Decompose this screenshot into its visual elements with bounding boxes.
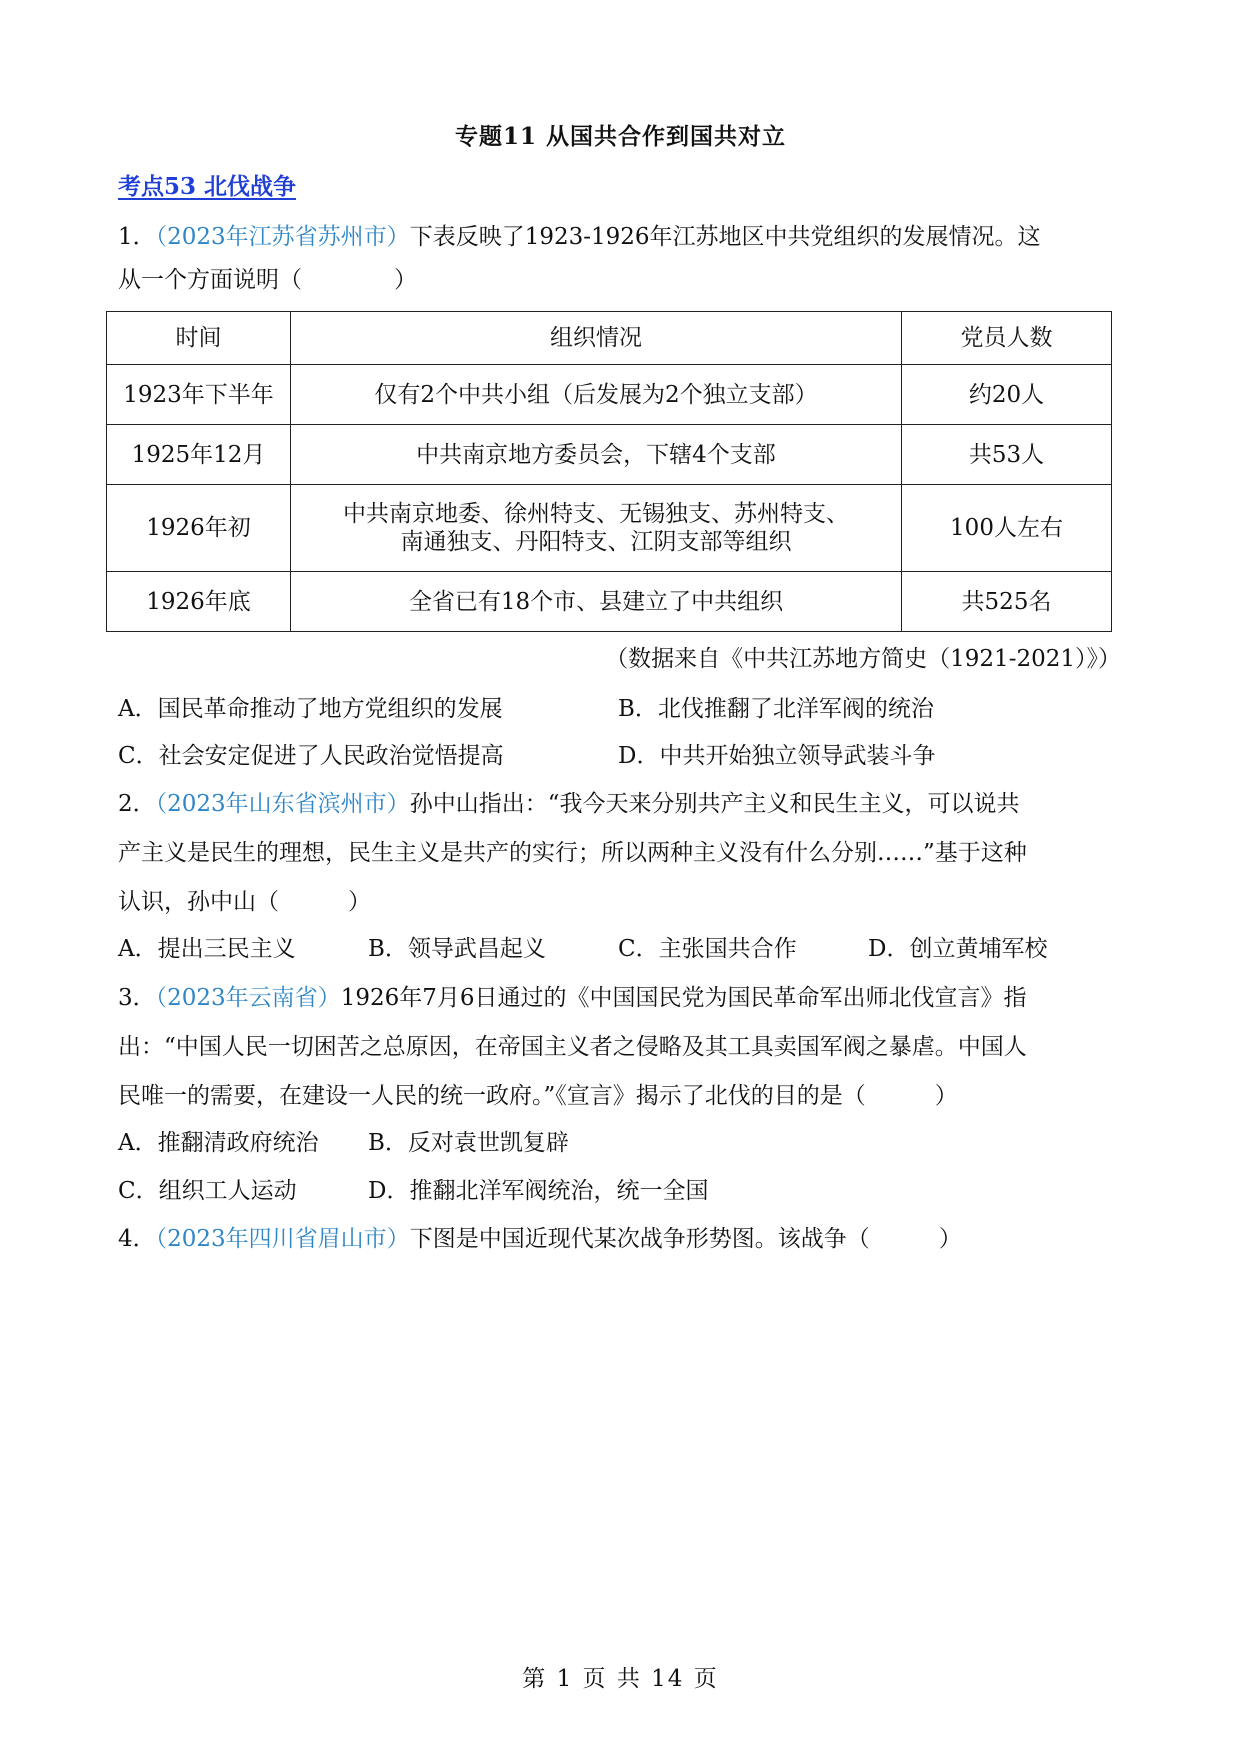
q3-line2: 出：“中国人民一切困苦之总原因，在帝国主义者之侵略及其工具卖国军阀之暴虐。中国人 bbox=[118, 1034, 1027, 1060]
section-heading[interactable]: 考点53 北伐战争 bbox=[118, 173, 297, 200]
q2-line3: 认识，孙中山（ ） bbox=[118, 889, 371, 915]
q3-text-1: 1926年7月6日通过的《中国国民党为国民革命军出师北伐宣言》指 bbox=[340, 985, 1027, 1011]
table-cell: 仅有2个中共小组（后发展为2个独立支部） bbox=[291, 365, 902, 425]
q3-option-a[interactable]: A．推翻清政府统治 bbox=[118, 1130, 319, 1156]
q2-option-d[interactable]: D．创立黄埔军校 bbox=[868, 936, 1048, 962]
q4-source: （2023年四川省眉山市） bbox=[155, 1226, 410, 1252]
q2-text-1: 孙中山指出：“我今天来分别共产主义和民生主义，可以说共 bbox=[409, 791, 1020, 817]
table-header: 时间 bbox=[107, 312, 291, 365]
table-source-note: （数据来自《中共江苏地方简史（1921-2021）》） bbox=[605, 646, 1121, 672]
q2-line1 bbox=[118, 785, 1019, 818]
q2-source: （2023年山东省滨州市） bbox=[155, 791, 410, 817]
q1-text-1: 下表反映了1923-1926年江苏地区中共党组织的发展情况。这 bbox=[409, 224, 1041, 250]
q1-line2: 从一个方面说明（ ） bbox=[118, 267, 417, 293]
q1-line1 bbox=[118, 218, 1041, 251]
table-cell: 共525名 bbox=[902, 572, 1112, 632]
q2-option-b[interactable]: B．领导武昌起义 bbox=[368, 936, 546, 962]
table-cell: 1925年12月 bbox=[107, 425, 291, 485]
q3-option-d[interactable]: D．推翻北洋军阀统治，统一全国 bbox=[368, 1178, 709, 1204]
q2-option-a[interactable]: A．提出三民主义 bbox=[118, 936, 296, 962]
q1-option-c[interactable]: C．社会安定促进了人民政治觉悟提高 bbox=[118, 743, 504, 769]
q1-option-b[interactable]: B．北伐推翻了北洋军阀的统治 bbox=[618, 696, 934, 722]
q1-option-d[interactable]: D．中共开始独立领导武装斗争 bbox=[618, 743, 936, 769]
party-development-table bbox=[106, 311, 1112, 632]
q3-option-b[interactable]: B．反对袁世凯复辟 bbox=[368, 1130, 569, 1156]
table-row bbox=[107, 365, 1112, 425]
table-header: 组织情况 bbox=[291, 312, 902, 365]
q1-source: （2023年江苏省苏州市） bbox=[155, 224, 410, 250]
q2-line2: 产主义是民生的理想，民生主义是共产的实行；所以两种主义没有什么分别……”基于这种 bbox=[118, 840, 1027, 866]
table-cell: 1923年下半年 bbox=[107, 365, 291, 425]
table-cell: 1926年初 bbox=[107, 485, 291, 572]
table-cell: 约20人 bbox=[902, 365, 1112, 425]
table-cell: 100人左右 bbox=[902, 485, 1112, 572]
page-title: 专题11 从国共合作到国共对立 bbox=[454, 123, 786, 150]
q4-line1 bbox=[118, 1220, 962, 1253]
q4-number: 4． bbox=[118, 1226, 156, 1252]
table-cell-line: 中共南京地委、徐州特支、无锡独支、苏州特支、 bbox=[343, 501, 849, 527]
q3-line1 bbox=[118, 979, 1027, 1012]
q1-number: 1． bbox=[118, 224, 156, 250]
table-header-row bbox=[107, 312, 1112, 365]
page-footer: 第 1 页 共 14 页 bbox=[522, 1666, 719, 1692]
table-row bbox=[107, 485, 1112, 572]
table-header: 党员人数 bbox=[902, 312, 1112, 365]
table-cell: 全省已有18个市、县建立了中共组织 bbox=[291, 572, 902, 632]
table-cell-line: 南通独支、丹阳特支、江阴支部等组织 bbox=[400, 529, 792, 555]
table-cell bbox=[291, 485, 902, 572]
table-row bbox=[107, 425, 1112, 485]
q3-number: 3． bbox=[118, 985, 156, 1011]
table-cell: 中共南京地方委员会，下辖4个支部 bbox=[291, 425, 902, 485]
q3-option-c[interactable]: C．组织工人运动 bbox=[118, 1178, 297, 1204]
table-cell: 1926年底 bbox=[107, 572, 291, 632]
table-row bbox=[107, 572, 1112, 632]
q3-line3: 民唯一的需要，在建设一人民的统一政府。”《宣言》揭示了北伐的目的是（ ） bbox=[118, 1083, 958, 1109]
q3-source: （2023年云南省） bbox=[155, 985, 341, 1011]
q1-option-a[interactable]: A．国民革命推动了地方党组织的发展 bbox=[118, 696, 503, 722]
q4-text-1: 下图是中国近现代某次战争形势图。该战争（ ） bbox=[409, 1226, 962, 1252]
q2-number: 2． bbox=[118, 791, 156, 817]
table-cell: 共53人 bbox=[902, 425, 1112, 485]
q2-option-c[interactable]: C．主张国共合作 bbox=[618, 936, 797, 962]
